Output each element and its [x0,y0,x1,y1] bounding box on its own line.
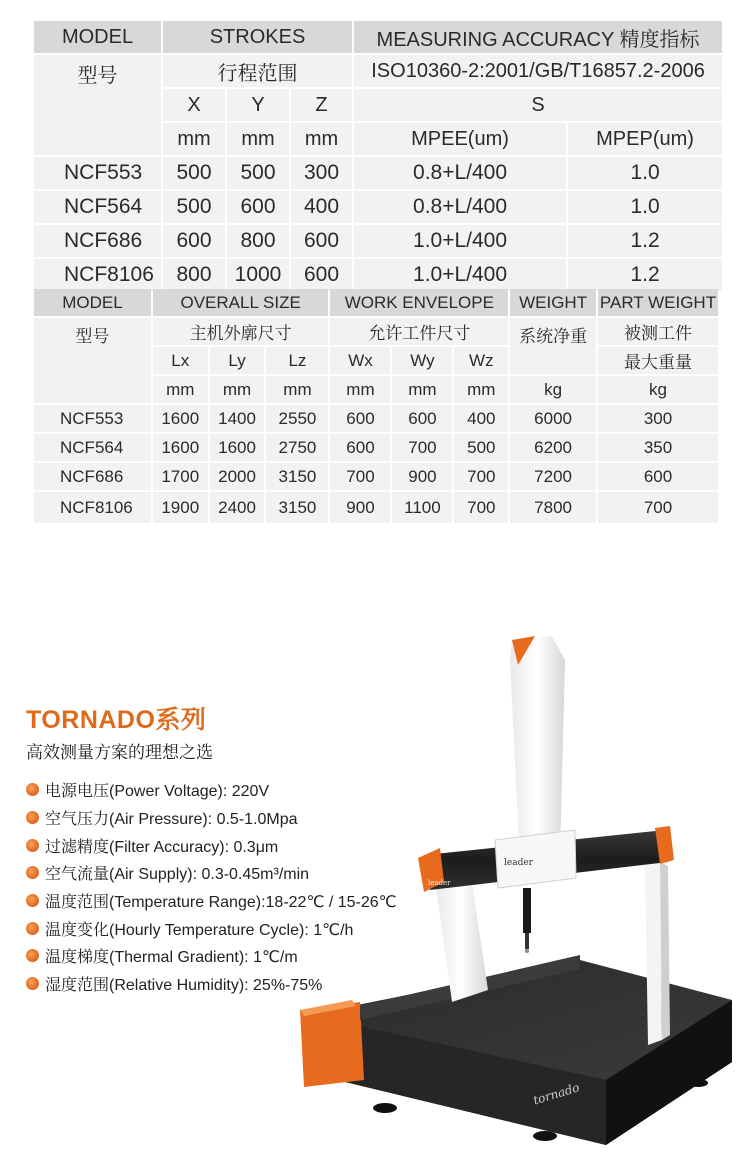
header-work-envelope-cn: 允许工件尺寸 [330,318,508,345]
cell-lz: 2750 [266,434,328,461]
tagline: 高效测量方案的理想之选 [26,743,213,762]
unit-y: mm [227,123,289,155]
cell-weight: 7800 [510,492,596,523]
cell-mpep: 1.0 [568,191,722,223]
unit-z: mm [291,123,352,155]
cell-weight: 6200 [510,434,596,461]
cell-y: 500 [227,157,289,189]
unit-wz: mm [454,376,508,403]
spec-item [26,970,397,998]
cell-wx: 600 [330,434,390,461]
header-x: X [163,89,225,121]
spec-text: 温度变化(Hourly Temperature Cycle): 1℃/h [45,921,354,939]
unit-ly: mm [210,376,265,403]
header-strokes-cn: 行程范围 [163,55,352,87]
cell-wz: 700 [454,463,508,490]
cell-mpep: 1.2 [568,225,722,257]
spec-item [26,887,397,915]
header-measuring-accuracy: MEASURING ACCURACY 精度指标 [354,21,722,53]
cell-wx: 700 [330,463,390,490]
strokes-accuracy-table [32,19,724,293]
cell-y: 1000 [227,259,289,291]
bullet-dot-icon [26,894,39,907]
spec-item [26,776,397,804]
row-model: NCF553 [34,405,151,432]
row-model: NCF8106 [34,492,151,523]
header-lx: Lx [153,347,208,374]
cell-z: 400 [291,191,352,223]
unit-wx: mm [330,376,390,403]
header-model-cn: 型号 [34,318,151,403]
header-part-weight-cn: 被测工件 [598,318,718,345]
row-model: NCF686 [34,463,151,490]
row-model: NCF564 [34,434,151,461]
cell-x: 500 [163,191,225,223]
cell-mpee: 1.0+L/400 [354,225,566,257]
header-wy: Wy [392,347,452,374]
unit-weight: kg [510,376,596,403]
unit-lx: mm [153,376,208,403]
cell-wy: 700 [392,434,452,461]
cell-part-weight: 700 [598,492,718,523]
spec-item [26,914,397,942]
header-strokes: STROKES [163,21,352,53]
cell-lx: 1700 [153,463,208,490]
cell-mpee: 0.8+L/400 [354,157,566,189]
header-s: S [354,89,722,121]
spec-text: 空气流量(Air Supply): 0.3-0.45m³/min [45,866,310,884]
spec-list [26,776,397,998]
bullet-dot-icon [26,839,39,852]
row-model: NCF553 [34,157,161,189]
cell-wx: 600 [330,405,390,432]
header-lz: Lz [266,347,328,374]
cell-lz: 2550 [266,405,328,432]
header-model-cn: 型号 [34,55,161,155]
size-weight-table [32,287,720,525]
cell-mpee: 1.0+L/400 [354,259,566,291]
spec-text: 温度范围(Temperature Range):18-22℃ / 15-26℃ [45,894,397,912]
row-model: NCF564 [34,191,161,223]
cell-lx: 1600 [153,405,208,432]
cell-x: 800 [163,259,225,291]
bullet-dot-icon [26,922,39,935]
cell-lx: 1900 [153,492,208,523]
cell-lx: 1600 [153,434,208,461]
unit-wy: mm [392,376,452,403]
spec-item [26,942,397,970]
header-wz: Wz [454,347,508,374]
spec-text: 电源电压(Power Voltage): 220V [45,783,270,801]
cell-y: 800 [227,225,289,257]
cell-wy: 1100 [392,492,452,523]
header-overall-size: OVERALL SIZE [153,289,329,316]
unit-x: mm [163,123,225,155]
cell-x: 500 [163,157,225,189]
cell-lz: 3150 [266,463,328,490]
cell-z: 600 [291,225,352,257]
cell-part-weight: 600 [598,463,718,490]
spec-text: 过滤精度(Filter Accuracy): 0.3μm [45,838,279,856]
row-model: NCF686 [34,225,161,257]
cell-part-weight: 300 [598,405,718,432]
header-overall-size-cn: 主机外廓尺寸 [153,318,329,345]
bullet-dot-icon [26,949,39,962]
header-y: Y [227,89,289,121]
header-work-envelope: WORK ENVELOPE [330,289,508,316]
spec-text: 空气压力(Air Pressure): 0.5-1.0Mpa [45,811,298,829]
cell-z: 300 [291,157,352,189]
cell-mpep: 1.2 [568,259,722,291]
header-standard: ISO10360-2:2001/GB/T16857.2-2006 [354,55,722,87]
cell-x: 600 [163,225,225,257]
series-title: TORNADO系列 [26,706,207,734]
logo-leg: leader [428,879,451,887]
unit-mpee: MPEE(um) [354,123,566,155]
bullet-dot-icon [26,811,39,824]
cell-ly: 2000 [210,463,265,490]
header-model: MODEL [34,289,151,316]
row-model: NCF8106 [34,259,161,291]
header-z: Z [291,89,352,121]
bullet-dot-icon [26,866,39,879]
cell-lz: 3150 [266,492,328,523]
cell-mpep: 1.0 [568,157,722,189]
header-model: MODEL [34,21,161,53]
cell-wz: 700 [454,492,508,523]
cell-ly: 1600 [210,434,265,461]
logo-table: tornado [531,1080,582,1108]
cell-weight: 7200 [510,463,596,490]
header-part-weight: PART WEIGHT [598,289,718,316]
cell-wx: 900 [330,492,390,523]
cell-ly: 1400 [210,405,265,432]
header-ly: Ly [210,347,265,374]
cell-wz: 500 [454,434,508,461]
cell-y: 600 [227,191,289,223]
spec-item [26,859,397,887]
header-max-weight-cn: 最大重量 [598,347,718,374]
cell-z: 600 [291,259,352,291]
unit-lz: mm [266,376,328,403]
cell-wy: 900 [392,463,452,490]
cell-wz: 400 [454,405,508,432]
spec-text: 湿度范围(Relative Humidity): 25%-75% [45,977,323,995]
header-wx: Wx [330,347,390,374]
bullet-dot-icon [26,977,39,990]
spec-item [26,831,397,859]
bullet-dot-icon [26,783,39,796]
spec-item [26,804,397,832]
header-weight-cn: 系统净重 [510,318,596,374]
spec-text: 温度梯度(Thermal Gradient): 1℃/m [45,949,298,967]
cell-mpee: 0.8+L/400 [354,191,566,223]
cell-weight: 6000 [510,405,596,432]
cell-wy: 600 [392,405,452,432]
unit-mpep: MPEP(um) [568,123,722,155]
unit-part-weight: kg [598,376,718,403]
logo-bridge: leader [504,858,533,868]
header-weight: WEIGHT [510,289,596,316]
cell-part-weight: 350 [598,434,718,461]
cell-ly: 2400 [210,492,265,523]
